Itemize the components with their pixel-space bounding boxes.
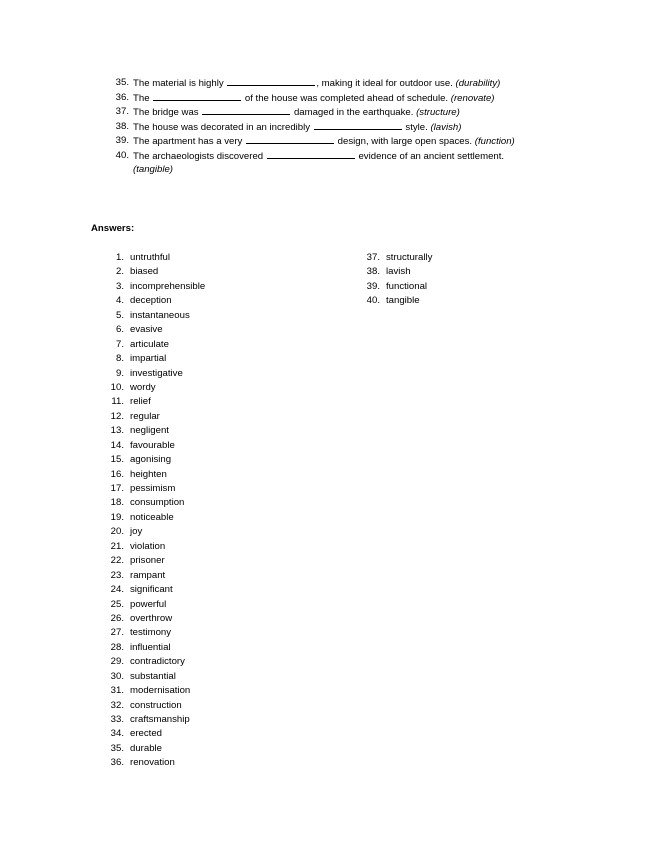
answer-item — [106, 381, 205, 395]
answer-number: 35. — [110, 742, 124, 754]
answer-word: investigative — [130, 367, 183, 379]
question-number: 36. — [115, 91, 129, 103]
answer-word: structurally — [386, 252, 433, 263]
answer-word: untruthful — [130, 252, 171, 263]
answer-number: 4. — [115, 295, 124, 307]
question-number: 35. — [115, 77, 129, 88]
answer-item — [106, 482, 205, 496]
answer-number: 25. — [110, 598, 124, 610]
answer-item — [106, 338, 205, 352]
answer-item — [106, 598, 205, 612]
answer-number: 37. — [366, 252, 380, 263]
answers-column-left — [106, 251, 205, 771]
answer-item — [106, 540, 205, 554]
answer-item — [106, 410, 205, 424]
answer-number: 10. — [110, 381, 124, 393]
answer-item — [106, 727, 205, 741]
answer-word: relief — [130, 396, 151, 408]
answer-blank — [314, 120, 402, 130]
question-after: of the house was completed ahead of schedule. — [244, 92, 449, 104]
answer-word: functional — [386, 280, 428, 292]
question-37 — [108, 105, 460, 121]
answer-word: instantaneous — [130, 309, 190, 321]
answer-number: 5. — [115, 309, 124, 321]
answer-word: regular — [130, 410, 160, 422]
question-before: The — [133, 92, 150, 104]
answer-item — [106, 265, 205, 279]
answer-number: 38. — [366, 266, 380, 278]
answer-item — [106, 309, 205, 323]
answer-word: noticeable — [130, 511, 174, 523]
answer-item — [106, 742, 205, 756]
answer-item — [106, 612, 205, 626]
answers-heading: Answers: — [91, 223, 135, 234]
answer-number: 40. — [366, 295, 380, 307]
answer-word: biased — [130, 266, 159, 278]
answer-word: powerful — [130, 598, 167, 610]
answer-item — [362, 280, 432, 294]
answer-number: 15. — [110, 454, 124, 466]
answer-word: modernisation — [130, 685, 191, 697]
answer-item — [106, 367, 205, 381]
answer-item — [106, 569, 205, 583]
question-hint: (structure) — [416, 107, 460, 118]
question-hint: (tangible) — [133, 164, 173, 175]
answer-word: wordy — [130, 381, 156, 393]
answer-word: negligent — [130, 425, 169, 437]
answer-item — [106, 496, 205, 510]
question-40 — [108, 149, 505, 175]
answer-number: 20. — [110, 526, 124, 538]
question-hint: (function) — [474, 136, 515, 147]
answer-word: renovation — [130, 757, 175, 769]
answer-number: 32. — [110, 699, 124, 711]
answer-word: pessimism — [130, 483, 176, 494]
answer-word: heighten — [130, 468, 167, 480]
answer-blank — [153, 91, 241, 101]
answer-item — [106, 468, 205, 482]
question-number: 37. — [115, 106, 129, 117]
answer-item — [362, 294, 432, 308]
question-35 — [108, 76, 500, 92]
answer-number: 39. — [366, 280, 380, 292]
answer-item — [106, 684, 205, 698]
question-hint: (lavish) — [430, 121, 462, 133]
answer-item — [106, 280, 205, 294]
answer-number: 16. — [110, 468, 124, 480]
answer-blank — [246, 134, 334, 144]
question-before: The material is highly — [133, 78, 224, 89]
answer-item — [106, 294, 205, 308]
answer-item — [106, 670, 205, 684]
answer-number: 31. — [110, 685, 124, 697]
answer-word: construction — [130, 699, 182, 711]
answer-word: lavish — [386, 266, 411, 278]
answer-word: evasive — [130, 324, 163, 336]
answer-number: 7. — [115, 338, 124, 350]
answer-item — [106, 655, 205, 669]
answer-number: 27. — [110, 627, 124, 639]
answer-item — [106, 424, 205, 438]
answer-number: 36. — [110, 757, 124, 769]
answer-number: 29. — [110, 656, 124, 668]
question-39 — [108, 134, 515, 150]
answer-word: influential — [130, 641, 171, 653]
answer-word: contradictory — [130, 656, 185, 668]
answer-item — [362, 265, 432, 279]
answer-word: favourable — [130, 439, 175, 451]
answer-number: 3. — [115, 280, 124, 292]
answer-word: tangible — [386, 295, 420, 307]
question-before: The apartment has a very — [133, 136, 243, 147]
answer-item — [106, 713, 205, 727]
answer-item — [106, 352, 205, 366]
answer-number: 24. — [110, 584, 124, 596]
question-38 — [108, 120, 461, 136]
question-text — [133, 105, 460, 121]
question-number: 40. — [115, 149, 129, 161]
answer-item — [106, 439, 205, 453]
answer-word: violation — [130, 540, 166, 552]
question-before: The bridge was — [133, 107, 199, 118]
answer-item — [106, 641, 205, 655]
answer-word: prisoner — [130, 555, 165, 567]
answer-word: articulate — [130, 338, 169, 350]
question-after: style. — [405, 121, 428, 133]
answer-word: joy — [130, 526, 143, 538]
question-before: The archaeologists discovered — [133, 150, 264, 162]
question-hint: (durability) — [455, 78, 501, 89]
answer-number: 23. — [110, 569, 124, 581]
question-after: , making it ideal for outdoor use. — [316, 78, 453, 89]
answer-number: 2. — [115, 266, 124, 278]
answer-word: craftsmanship — [130, 714, 190, 725]
question-after: damaged in the earthquake. — [293, 107, 414, 118]
question-number: 38. — [115, 120, 129, 132]
answer-word: testimony — [130, 627, 172, 639]
answer-number: 19. — [110, 511, 124, 523]
question-before: The house was decorated in an incredibly — [133, 121, 311, 133]
answer-blank — [267, 149, 355, 159]
answer-item — [106, 511, 205, 525]
answer-number: 18. — [110, 497, 124, 509]
answer-item — [362, 251, 432, 265]
answer-word: substantial — [130, 670, 176, 682]
answer-word: significant — [130, 584, 173, 596]
answer-blank — [202, 105, 290, 115]
answer-word: consumption — [130, 497, 185, 509]
answer-number: 33. — [110, 714, 124, 725]
answers-column-right — [362, 251, 432, 309]
answer-number: 8. — [115, 353, 124, 365]
question-36 — [108, 91, 495, 107]
answer-item — [106, 323, 205, 337]
question-text — [133, 134, 515, 150]
answer-word: rampant — [130, 569, 166, 581]
answer-number: 26. — [110, 612, 124, 624]
answer-number: 12. — [110, 410, 124, 422]
answer-item — [106, 395, 205, 409]
answer-word: impartial — [130, 353, 167, 365]
answer-number: 21. — [110, 540, 124, 552]
question-text — [133, 76, 500, 92]
answer-word: durable — [130, 742, 163, 754]
question-hint: (renovate) — [450, 92, 495, 104]
answer-item — [106, 756, 205, 770]
answer-item — [106, 626, 205, 640]
answer-number: 11. — [111, 396, 124, 408]
question-text — [133, 120, 461, 136]
question-text — [133, 91, 495, 107]
answer-word: erected — [130, 728, 162, 740]
answer-number: 30. — [110, 670, 124, 682]
answer-number: 1. — [115, 252, 124, 263]
question-text — [133, 149, 504, 165]
answer-number: 14. — [110, 439, 124, 451]
answer-number: 34. — [110, 728, 124, 740]
answer-word: overthrow — [130, 612, 173, 624]
question-after: design, with large open spaces. — [337, 136, 473, 147]
answer-item — [106, 453, 205, 467]
answer-word: deception — [130, 295, 172, 307]
answer-number: 13. — [110, 425, 124, 437]
answer-number: 6. — [115, 324, 124, 336]
answer-number: 28. — [110, 641, 124, 653]
question-after: evidence of an ancient settlement. — [358, 150, 505, 162]
answer-item — [106, 251, 205, 265]
answer-number: 9. — [115, 367, 124, 379]
answer-item — [106, 699, 205, 713]
answer-word: agonising — [130, 454, 172, 466]
answer-item — [106, 525, 205, 539]
answer-blank — [227, 76, 315, 86]
answer-item — [106, 554, 205, 568]
answer-word: incomprehensible — [130, 280, 206, 292]
answer-number: 17. — [110, 483, 124, 494]
answer-item — [106, 583, 205, 597]
question-number: 39. — [115, 135, 129, 146]
answer-number: 22. — [110, 555, 124, 567]
